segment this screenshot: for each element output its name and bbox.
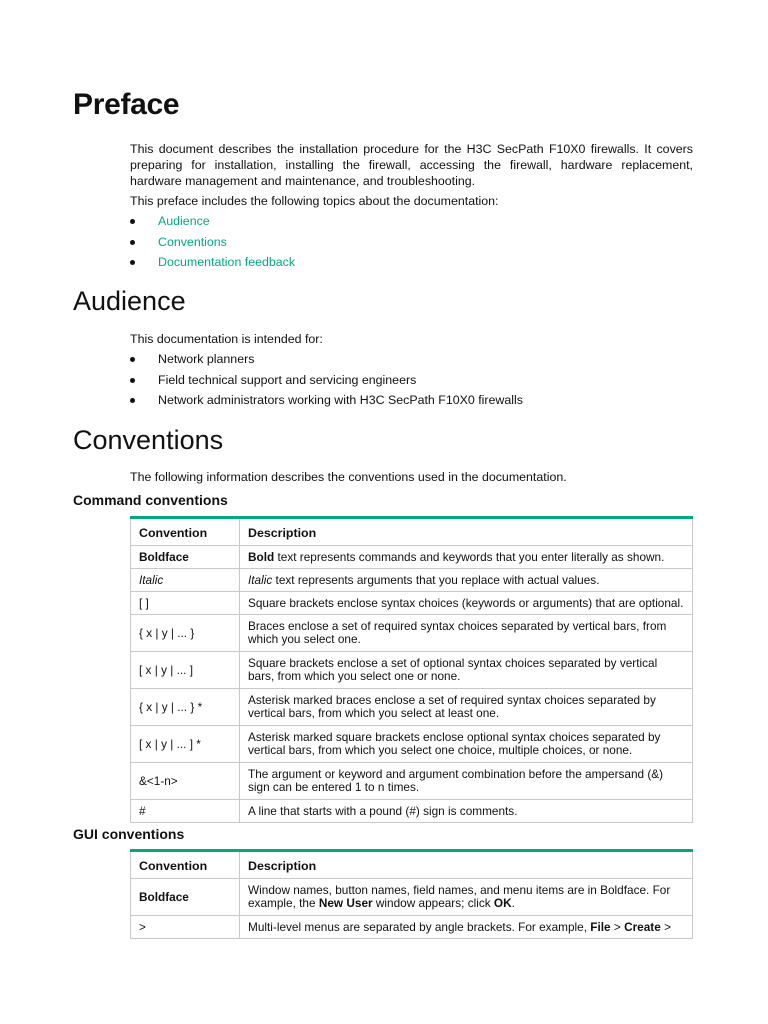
preface-intro: This document describes the installation procedure for the H3C SecPath F10X0 firewalls. It covers preparing for installation, installing the firewall, accessing the firewall, hardware replacement, hardware management and maintenance, and troubleshooting. (130, 142, 693, 188)
gui-conventions-heading: GUI conventions (73, 826, 185, 842)
table-row (131, 879, 693, 916)
description-cell: Asterisk marked braces enclose a set of required syntax choices separated by vertical bars, from which you select at least one. (240, 689, 693, 726)
description-cell: Asterisk marked square brackets enclose optional syntax choices separated by vertical bars, from which you select one choice, multiple choices, or none. (240, 726, 693, 763)
table-row (131, 652, 693, 689)
convention-cell: { x | y | ... } * (131, 689, 240, 726)
table-row (131, 569, 693, 592)
link-conventions[interactable]: Conventions (158, 234, 227, 249)
convention-cell: > (131, 916, 240, 939)
conventions-intro: The following information describes the conventions used in the documentation. (130, 470, 567, 484)
bullet-icon (130, 357, 135, 362)
table-row (131, 689, 693, 726)
bullet-icon (130, 219, 135, 224)
description-text: text represents commands and keywords that you enter literally as shown. (274, 549, 665, 564)
list-item (130, 351, 693, 367)
bullet-icon (130, 378, 135, 383)
convention-cell: # (131, 800, 240, 823)
table-row (131, 615, 693, 652)
description-lead: Bold (248, 549, 275, 564)
description-text: > (660, 919, 671, 934)
list-item-text: Network administrators working with H3C SecPath F10X0 firewalls (158, 393, 523, 407)
convention-cell: [ x | y | ... ] (131, 652, 240, 689)
section-title-conventions: Conventions (73, 425, 224, 455)
list-item-text: Field technical support and servicing engineers (158, 372, 417, 387)
table-row (131, 592, 693, 615)
topics-intro: This preface includes the following topics about the documentation: (130, 194, 499, 208)
link-documentation-feedback[interactable]: Documentation feedback (158, 255, 296, 269)
description-lead: Italic (248, 572, 273, 587)
list-item (130, 213, 693, 229)
column-header-description: Description (240, 851, 693, 879)
description-text: text represents arguments that you replace with actual values. (272, 572, 600, 587)
list-item (130, 254, 693, 270)
audience-list (130, 351, 693, 413)
topics-list (130, 213, 693, 275)
list-item (130, 392, 693, 408)
bullet-icon (130, 398, 135, 403)
description-text: Multi-level menus are separated by angle brackets. For example, (248, 919, 591, 934)
table-row (131, 916, 693, 939)
bullet-icon (130, 240, 135, 245)
description-cell: A line that starts with a pound (#) sign is comments. (240, 800, 693, 823)
description-cell (240, 546, 693, 569)
table-row (131, 800, 693, 823)
convention-cell: [ x | y | ... ] * (131, 726, 240, 763)
description-cell (240, 569, 693, 592)
convention-cell: { x | y | ... } (131, 615, 240, 652)
audience-intro: This documentation is intended for: (130, 332, 323, 346)
convention-cell: [ ] (131, 592, 240, 615)
convention-cell: Boldface (131, 879, 240, 916)
list-item-text: Network planners (158, 352, 255, 366)
list-item (130, 234, 693, 250)
command-conventions-table (130, 516, 693, 823)
table-header-row (131, 518, 693, 546)
column-header-convention: Convention (131, 851, 240, 879)
column-header-description: Description (240, 518, 693, 546)
table-row (131, 763, 693, 800)
table-row (131, 726, 693, 763)
description-cell: The argument or keyword and argument combination before the ampersand (&) sign can be entered 1 to n times. (240, 763, 693, 800)
convention-cell: Boldface (131, 546, 240, 569)
description-bold: OK (493, 896, 512, 910)
bullet-icon (130, 260, 135, 265)
description-cell: Square brackets enclose syntax choices (keywords or arguments) that are optional. (240, 592, 693, 615)
description-text: window appears; click (372, 896, 494, 910)
convention-cell: Italic (131, 569, 240, 592)
table-header-row (131, 851, 693, 879)
gui-conventions-table (130, 849, 693, 939)
command-conventions-heading: Command conventions (73, 492, 228, 508)
link-audience[interactable]: Audience (158, 214, 210, 228)
description-text: > (610, 919, 625, 934)
description-text: Window names, button names, field names, and menu items are in Boldface. For example, the (248, 883, 671, 910)
convention-cell: &<1-n> (131, 763, 240, 800)
column-header-convention: Convention (131, 518, 240, 546)
section-title-audience: Audience (73, 286, 186, 316)
description-bold: New User (318, 896, 373, 910)
description-text: . (511, 896, 515, 910)
page-title: Preface (73, 88, 180, 121)
list-item (130, 372, 693, 388)
description-cell (240, 916, 693, 939)
description-cell (240, 879, 693, 916)
description-cell: Braces enclose a set of required syntax choices separated by vertical bars, from which you select one. (240, 615, 693, 652)
table-row (131, 546, 693, 569)
description-cell: Square brackets enclose a set of optional syntax choices separated by vertical bars, from which you select one or none. (240, 652, 693, 689)
description-bold: File (590, 919, 611, 934)
description-bold: Create (624, 919, 661, 934)
